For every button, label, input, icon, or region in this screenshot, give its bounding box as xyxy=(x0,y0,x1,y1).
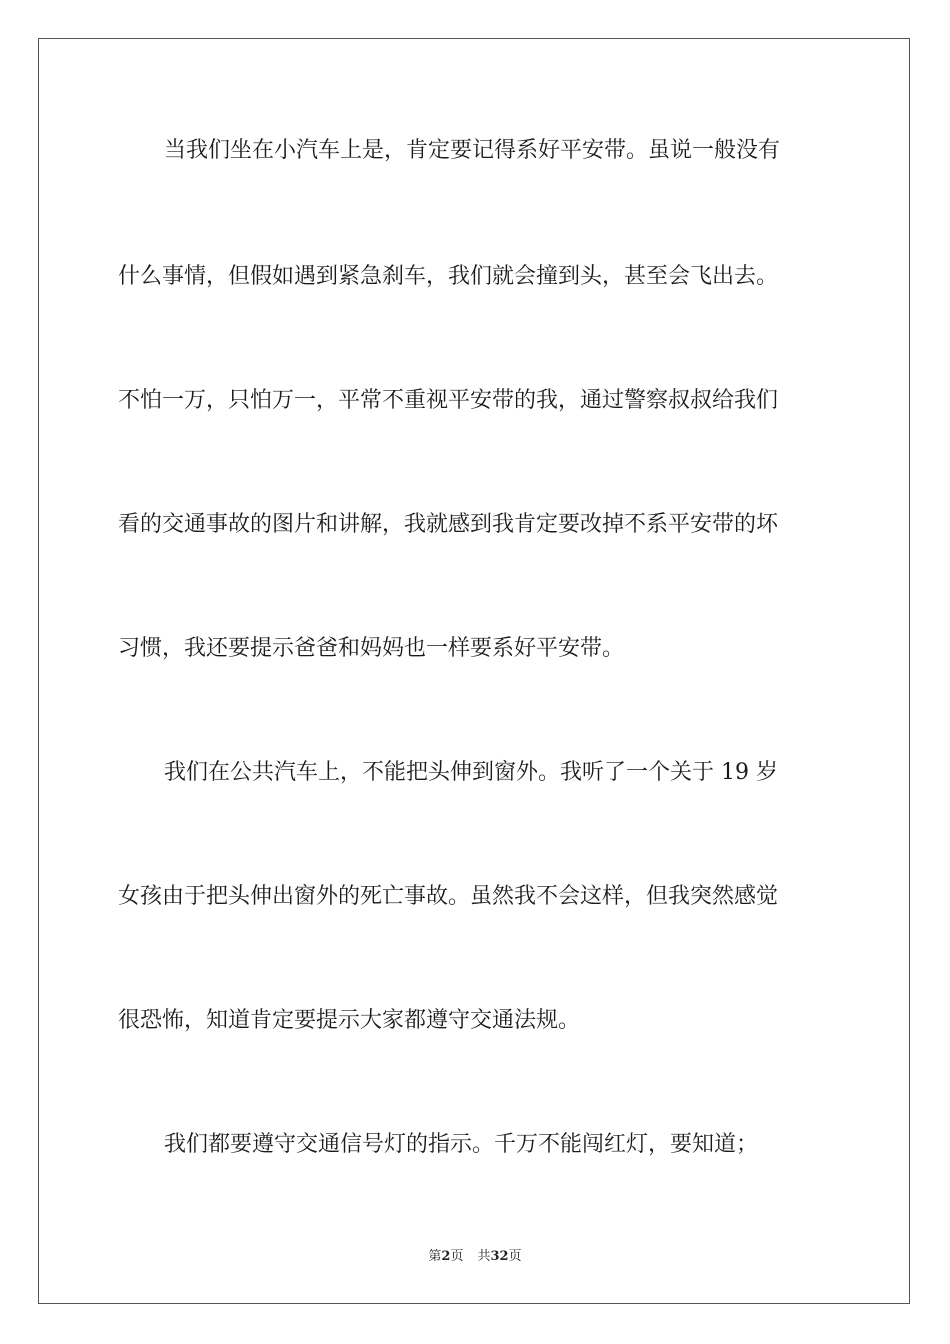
paragraph-1-line-2: 什么事情，但假如遇到紧急刹车，我们就会撞到头，甚至会飞出去。 xyxy=(118,264,779,289)
paragraph-1-line-1: 当我们坐在小汽车上是，肯定要记得系好平安带。虽说一般没有 xyxy=(164,138,781,163)
paragraph-2-line-2: 女孩由于把头伸出窗外的死亡事故。虽然我不会这样，但我突然感觉 xyxy=(118,884,779,909)
page-border xyxy=(38,38,910,1304)
paragraph-1-line-5: 习惯，我还要提示爸爸和妈妈也一样要系好平安带。 xyxy=(118,636,625,661)
paragraph-1-line-3: 不怕一万，只怕万一，平常不重视平安带的我，通过警察叔叔给我们 xyxy=(118,388,779,413)
page-prefix: 第 xyxy=(428,1249,442,1264)
total-prefix: 共 xyxy=(477,1249,491,1264)
total-pages: 32 xyxy=(490,1249,509,1264)
page-footer xyxy=(0,1248,950,1266)
page-suffix: 页 xyxy=(450,1249,464,1264)
total-suffix: 页 xyxy=(508,1249,522,1264)
paragraph-2-line-1: 我们在公共汽车上，不能把头伸到窗外。我听了一个关于 19 岁 xyxy=(164,760,778,785)
paragraph-1-line-4: 看的交通事故的图片和讲解，我就感到我肯定要改掉不系平安带的坏 xyxy=(118,512,779,537)
paragraph-2-line-3: 很恐怖，知道肯定要提示大家都遵守交通法规。 xyxy=(118,1008,581,1033)
paragraph-3-line-1: 我们都要遵守交通信号灯的指示。千万不能闯红灯，要知道； xyxy=(164,1132,759,1157)
page-number: 2 xyxy=(441,1249,451,1264)
